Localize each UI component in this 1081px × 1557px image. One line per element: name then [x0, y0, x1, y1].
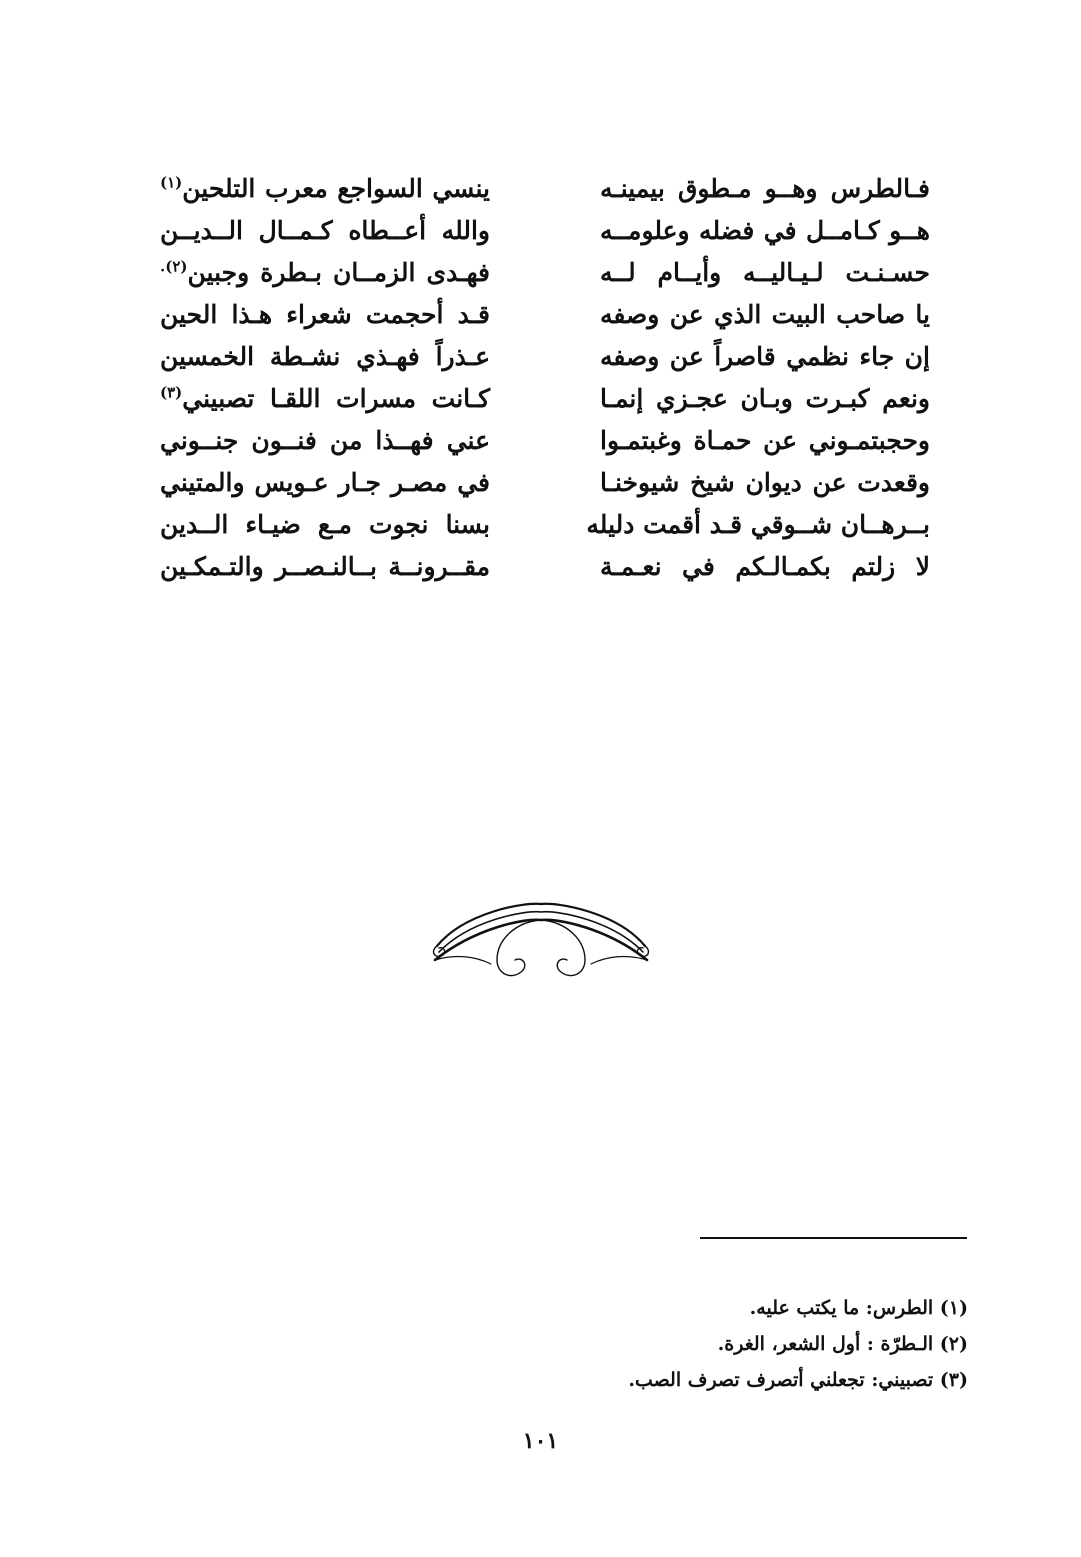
verse [150, 378, 930, 420]
hemistich-text: والله أعــطاه كـمــال الــديــن [160, 216, 490, 245]
verse [150, 168, 930, 210]
verse-second-hemistich [160, 546, 490, 588]
verse-first-hemistich: بــرهــان شــوقي قـد أقمت دليله [586, 510, 930, 539]
verse [150, 462, 930, 504]
footnote-number: (١) [939, 1297, 968, 1319]
verse-first-hemistich: فـالطرس وهــو مـطوق بيمينـه [600, 174, 930, 203]
verse-second-hemistich [160, 336, 490, 378]
hemistich-text: عـذراً فهـذي نشـطة الخمسين [160, 342, 490, 371]
verse-first-hemistich: وحجبتمـوني عن حمـاة وغبتمـوا [600, 426, 930, 455]
verse [150, 210, 930, 252]
verse [150, 294, 930, 336]
verse-second-hemistich [160, 210, 490, 252]
verse-second-hemistich [160, 252, 490, 294]
hemistich-text: مقــرونــة بــالنـصــر والتـمكـين [160, 552, 490, 581]
verse [150, 546, 930, 588]
footnotes [468, 1290, 968, 1398]
verse-second-hemistich [160, 420, 490, 462]
verse [150, 504, 930, 546]
footnote-item [468, 1326, 968, 1362]
footnote-text: تصبيني: تجعلني أتصرف تصرف الصب. [628, 1369, 934, 1391]
verse-first-hemistich: ونعم كبـرت وبـان عجـزي إنمـا [600, 384, 930, 413]
hemistich-text: قـد أحجمت شعراء هـذا الحين [160, 300, 490, 329]
verse-first-hemistich: وقعدت عن ديوان شيخ شيوخنـا [600, 468, 930, 497]
verse-second-hemistich [160, 294, 490, 336]
verse-second-hemistich [160, 462, 490, 504]
verse [150, 252, 930, 294]
page-number: ١٠١ [522, 1428, 559, 1454]
footnote-text: الطرس: ما يكتب عليه. [749, 1297, 934, 1319]
verse-first-hemistich: حسـنـت لـيـاليــه وأيــام لــه [600, 258, 930, 287]
flourish-ornament-icon [425, 898, 657, 984]
footnote-marker: (٢). [160, 257, 188, 276]
verse-second-hemistich [160, 168, 490, 210]
hemistich-text: فهـدى الزمــان بـطرة وجبين [187, 258, 490, 287]
footnote-item [468, 1362, 968, 1398]
hemistich-text: في مصـر جـار عـويس والمتيني [160, 468, 490, 497]
hemistich-text: عني فهــذا من فنــون جنــوني [160, 426, 490, 455]
verse-first-hemistich: لا زلتم بكمـالـكم في نعـمـة [600, 552, 930, 581]
verse-first-hemistich: إن جاء نظمي قاصراً عن وصفه [600, 342, 930, 371]
hemistich-text: بسنا نجوت مـع ضيـاء الــدين [160, 510, 490, 539]
footnote-number: (٣) [939, 1369, 968, 1391]
footnote-separator [700, 1237, 967, 1239]
verse-first-hemistich: يا صاحب البيت الذي عن وصفه [600, 300, 930, 329]
verse-second-hemistich [160, 504, 490, 546]
footnote-item [468, 1290, 968, 1326]
poem [150, 168, 930, 588]
verse [150, 420, 930, 462]
verse-second-hemistich [160, 378, 490, 420]
hemistich-text: ينسي السواجع معرب التلحين [182, 174, 490, 203]
footnote-text: الـطرّة : أول الشعر، الغرة. [717, 1333, 934, 1355]
hemistich-text: كـانت مسرات اللقـا تصبيني [182, 384, 490, 413]
footnote-marker: (١) [160, 173, 183, 192]
verse-first-hemistich: هــو كـامــل في فضله وعلومــه [600, 216, 930, 245]
footnote-marker: (٣) [160, 383, 183, 402]
verse [150, 336, 930, 378]
footnote-number: (٢) [939, 1333, 968, 1355]
